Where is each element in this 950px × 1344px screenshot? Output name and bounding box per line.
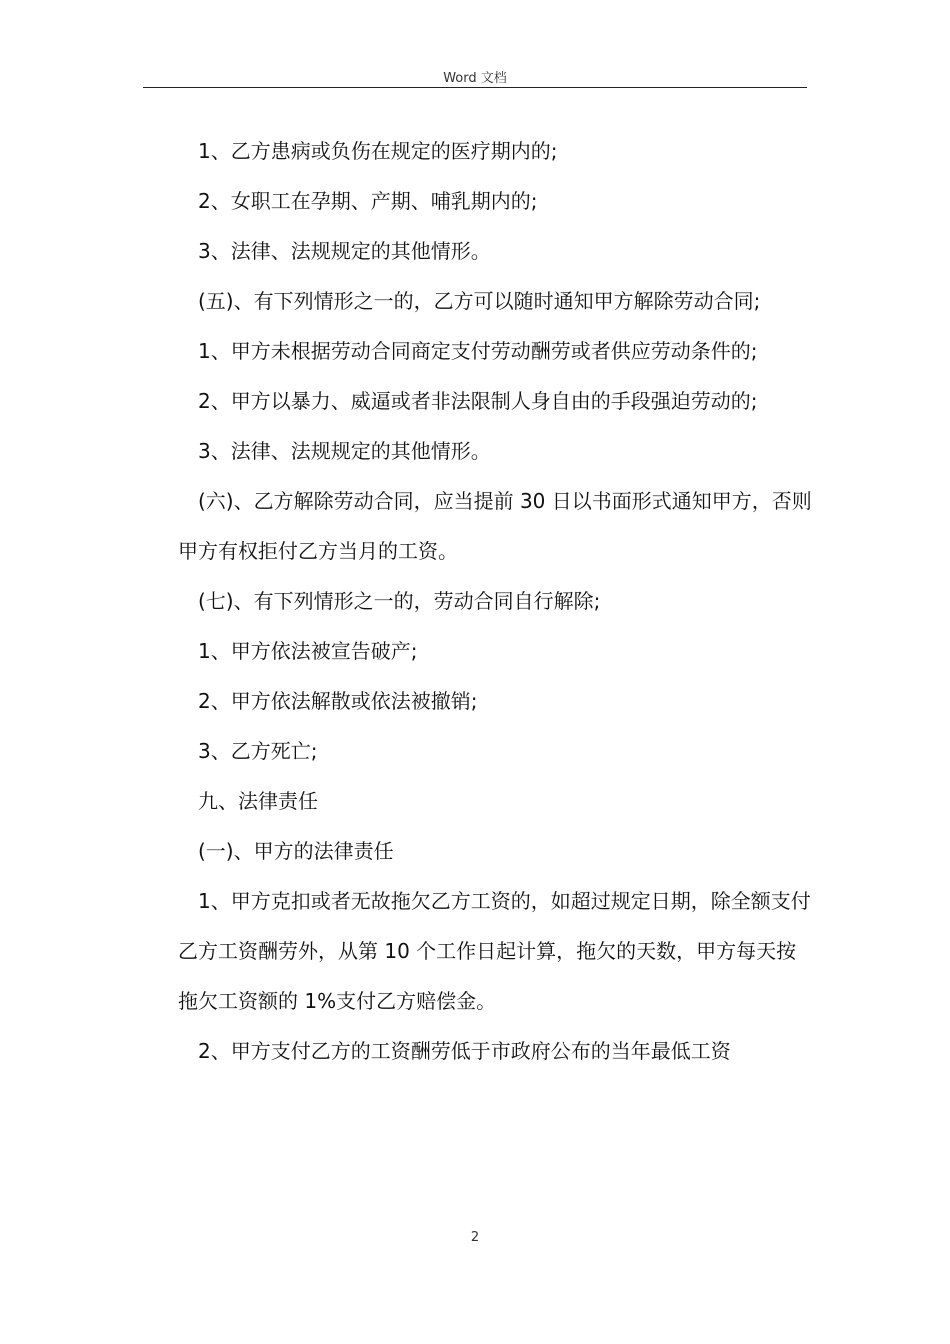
paragraph: 2、甲方以暴力、威逼或者非法限制人身自由的手段强迫劳动的; [198, 389, 758, 413]
header-divider [143, 87, 807, 88]
page-number: 2 [470, 1230, 480, 1245]
paragraph: 3、法律、法规规定的其他情形。 [198, 439, 491, 463]
paragraph: 1、甲方未根据劳动合同商定支付劳动酬劳或者供应劳动条件的; [198, 339, 758, 363]
paragraph: 1、甲方克扣或者无故拖欠乙方工资的，如超过规定日期，除全额支付乙方工资酬劳外，从第 10 个工作日起计算，拖欠的天数，甲方每天按拖欠工资额的 1%支付乙方赔偿金。 [178, 889, 811, 1013]
document-body [178, 126, 814, 1076]
header-title: Word 文档 [443, 71, 507, 86]
paragraph: 2、甲方支付乙方的工资酬劳低于市政府公布的当年最低工资 [198, 1039, 731, 1063]
subsection-heading: (一)、甲方的法律责任 [198, 839, 394, 863]
paragraph: 3、法律、法规规定的其他情形。 [198, 239, 491, 263]
paragraph: 1、乙方患病或负伤在规定的医疗期内的; [198, 139, 558, 163]
paragraph: (七)、有下列情形之一的，劳动合同自行解除; [198, 589, 601, 613]
paragraph: (五)、有下列情形之一的，乙方可以随时通知甲方解除劳动合同; [198, 289, 761, 313]
paragraph: 2、女职工在孕期、产期、哺乳期内的; [198, 189, 538, 213]
paragraph: 3、乙方死亡; [198, 739, 318, 763]
paragraph: (六)、乙方解除劳动合同，应当提前 30 日以书面形式通知甲方，否则甲方有权拒付乙方当月的工资。 [178, 489, 812, 563]
paragraph: 2、甲方依法解散或依法被撤销; [198, 689, 478, 713]
section-heading: 九、法律责任 [198, 789, 318, 813]
paragraph: 1、甲方依法被宣告破产; [198, 639, 418, 663]
